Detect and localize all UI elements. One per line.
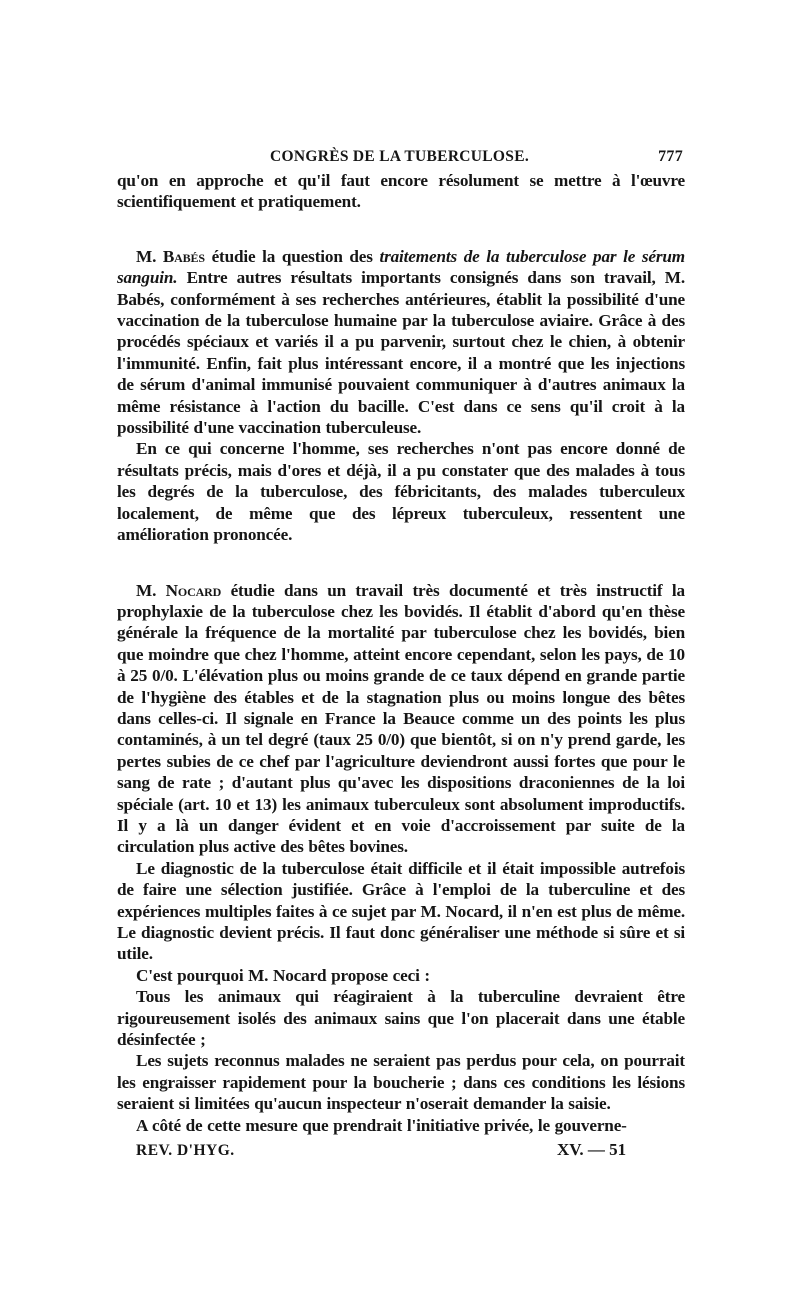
running-title: CONGRÈS DE LA TUBERCULOSE. xyxy=(270,148,530,165)
author-name-nocard: M. Nocard xyxy=(136,580,222,600)
journal-signature: REV. D'HYG. xyxy=(136,1142,235,1160)
running-head xyxy=(117,146,685,170)
page-footer xyxy=(117,1140,685,1166)
paragraph-babes-intro: étudie la question des xyxy=(211,246,373,266)
paragraph-government: A côté de cette mesure que prendrait l'initiative privée, le gouverne- xyxy=(136,1115,627,1135)
page-number: 777 xyxy=(658,148,683,165)
paragraph-nocard-body: étudie dans un travail très documenté et très instructif la prophylaxie de la tuberculose chez les bovidés. Il établit d'abord qu'en thèse générale la fréquence de la mortalité par tuberculose chez les bovidés, bien que moindre que chez l'homme, atteint encore cependant, selon les pays, de 10 à 25 0/0. L'élévation plus ou moins grande de ce taux dépend en grande partie de l'hygiène des étables et de la stagnation plus ou moins longue des bêtes dans celles-ci. Il signale en France la Beauce comme un des points les plus contaminés, à un tel degré (taux 25 0/0) que bientôt, si on n'y prend garde, les pertes subies de ce chef par l'agriculture deviendront aussi fortes que pour le sang de rate ; d'autant plus qu'avec les dispositions draconiennes de la loi spéciale (art. 10 et 13) les animaux tuberculeux sont absolument improductifs. Il y a là un danger évident et en voie d'accroissement par suite de la circulation plus active des bêtes bovines. xyxy=(117,580,685,857)
paragraph-babes-topic: traitements de la tuberculose par le sérum sanguin. xyxy=(117,246,686,288)
paragraph-proposal: C'est pourquoi M. Nocard propose ceci : xyxy=(136,965,430,985)
paragraph-nocard xyxy=(117,580,685,858)
paragraph-slaughter: Les sujets reconnus malades ne seraient pas perdus pour cela, on pourrait les engraisser rapidement pour la boucherie ; dans ces conditions les lésions seraient si limitées qu'aucun inspecteur n'oserait demander la saisie. xyxy=(117,1051,685,1114)
sheet-signature: XV. — 51 xyxy=(557,1140,627,1160)
page-text-block xyxy=(117,146,685,1166)
paragraph-babes-body: Entre autres résultats importants consignés dans son travail, M. Babés, conformément à ses recherches antérieures, établit la possibilité d'une vaccination de la tuberculose humaine par la tuberculose aviaire. Grâce à des procédés spéciaux et variés il a pu parvenir, surtout chez le chien, à obtenir l'immunité. Enfin, fait plus intéressant encore, il a montré que les injections de sérum d'animal immunisé pouvaient communiquer à d'autres animaux la même résistance à l'action du bacille. C'est dans ce sens qu'il croit à la possibilité d'une vaccination tuberculeuse. xyxy=(117,268,685,438)
paragraph-babes-human: En ce qui concerne l'homme, ses recherches n'ont pas encore donné de résultats précis, mais d'ores et déjà, il a pu constater que des malades à tous les degrés de la tuberculose, des fébricitants, des malades tuberculeux localement, de même que des lépreux tuberculeux, ressentent une amélioration prononcée. xyxy=(117,439,685,545)
paragraph-babes xyxy=(117,246,685,439)
paragraph-diagnostic: Le diagnostic de la tuberculose était difficile et il était impossible autrefois de faire une sélection justifiée. Grâce à l'emploi de la tuberculine et des expériences multiples faites à ce sujet par M. Nocard, il n'en est plus de même. Le diagnostic devient précis. Il faut donc généraliser une méthode si sûre et si utile. xyxy=(117,858,685,964)
paragraph-continuation: qu'on en approche et qu'il faut encore résolument se mettre à l'œuvre scientifiquement et pratiquement. xyxy=(117,171,685,212)
paragraph-isolation: Tous les animaux qui réagiraient à la tuberculine devraient être rigoureusement isolés des animaux sains que l'on placerait dans une étable désinfectée ; xyxy=(117,987,685,1050)
author-name-babes: M. Babés xyxy=(136,246,205,266)
